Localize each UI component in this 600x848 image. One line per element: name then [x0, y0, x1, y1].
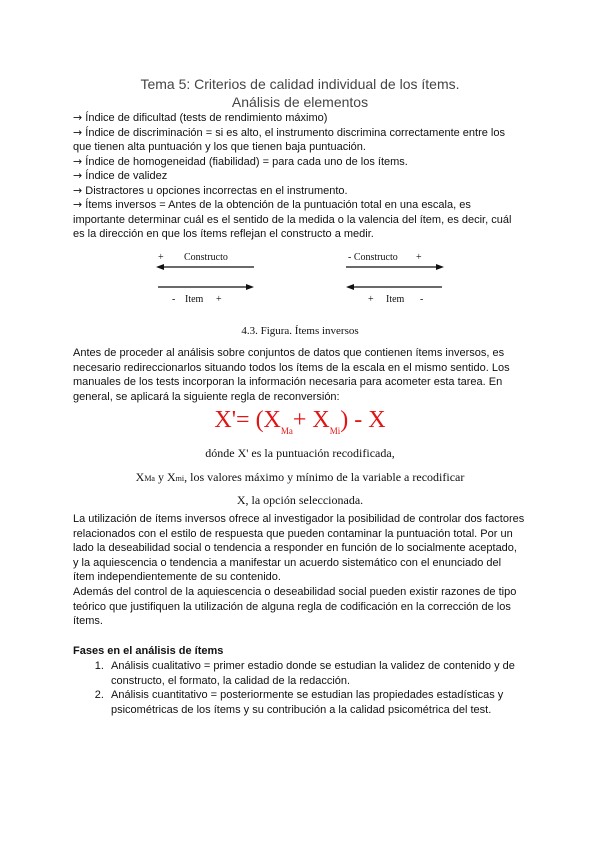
left-bottom-plus: + [216, 294, 222, 305]
page-subtitle: Análisis de elementos [231, 94, 369, 110]
arrow-icon: → [73, 155, 83, 168]
index-item-distractors: → Distractores u opciones incorrectas en el instrumento. [73, 184, 348, 197]
phases-heading: Fases en el análisis de ítems [73, 645, 224, 657]
index-item-validity: → Índice de validez [73, 169, 168, 182]
left-top-plus: + [158, 252, 164, 263]
paragraph-inverse-items-use: La utilización de ítems inversos ofrece al investigador la posibilidad de controlar dos factores relacionados con el estilo de respuesta que pueden contaminar la puntuación total. Por un lado la deseabilidad social o tendencia a responder en función de lo socialmente aceptado, y la aquiescencia o tendencia a manifestar un acuerdo sistemático con el enunciado del ítem independientemente de su contenido. [73, 513, 525, 584]
left-top-arrowhead [156, 264, 164, 270]
formula-legend-line2: XMa y Xmi, los valores máximo y mínimo de la variable a recodificar [135, 470, 465, 484]
phase-item-quantitative: 2. Análisis cuantitativo = posteriormente se estudian las propiedades estadísticas y psicométricas de los ítems y su contribución a la calidad psicométrica del test. [107, 688, 559, 717]
right-bottom-arrowhead [346, 284, 354, 290]
right-constructo-label: - Constructo [348, 252, 398, 263]
formula-legend-line3: X, la opción seleccionada. [236, 493, 364, 507]
left-constructo-label: Constructo [184, 252, 228, 263]
index-item-inverse-cont1: importante determinar cuál es el sentido de la medida o la valencia del ítem, es decir, cuál [73, 214, 512, 226]
index-item-inverse: → Ítems inversos = Antes de la obtención de la puntuación total en una escala, es [73, 198, 471, 211]
right-bottom-plus: + [368, 294, 374, 305]
left-item-label: Item [185, 294, 204, 305]
right-item-label: Item [386, 294, 405, 305]
recoding-formula: $X'= (X_{Ma}+ X_{Mi}) - X$ [214, 407, 386, 436]
arrow-icon: → [73, 126, 83, 139]
index-item-discrimination: → Índice de discriminación = si es alto, el instrumento discrimina correctamente entre los [73, 126, 505, 139]
arrow-icon: → [73, 184, 83, 197]
left-bottom-minus: - [172, 294, 176, 305]
page-title: Tema 5: Criterios de calidad individual de los ítems. [140, 76, 460, 92]
index-item-discrimination-cont: que tienen alta puntuación y los que tienen baja puntuación. [73, 141, 366, 153]
right-top-plus: + [416, 252, 422, 263]
left-bottom-arrowhead [246, 284, 254, 290]
index-item-homogeneity: → Índice de homogeneidad (fiabilidad) = para cada uno de los ítems. [73, 155, 408, 168]
paragraph-theoretical-reasons: Además del control de la aquiescencia o deseabilidad social pueden existir razones de tipo teórico que justifiquen la utilización de alguna regla de codificación en la corrección de los ítems. [73, 586, 517, 628]
arrow-icon: → [73, 198, 83, 211]
formula-legend-line1: dónde X' es la puntuación recodificada, [205, 446, 395, 460]
arrow-icon: → [73, 169, 83, 182]
paragraph-recoding-intro: Antes de proceder al análisis sobre conjuntos de datos que contienen ítems inversos, es necesario redireccionarlos situando todos los ítems de la escala en el mismo sentido. Los manuales de los tests incorporan la información necesaria para acometer esta tarea. En general, se aplicará la siguiente regla de reconversión: [73, 347, 510, 403]
right-top-arrowhead [436, 264, 444, 270]
index-item-difficulty: → Índice de dificultad (tests de rendimiento máximo) [73, 111, 328, 124]
phases-list [73, 659, 559, 717]
arrow-icon: → [73, 111, 83, 124]
figure-caption: 4.3. Figura. Ítems inversos [241, 325, 359, 337]
index-item-inverse-cont2: es la dirección en que los ítems reflejan el constructo a medir. [73, 228, 374, 240]
phase-item-qualitative: 1. Análisis cualitativo = primer estadio donde se estudian la validez de contenido y de constructo, el formato, la calidad de la redacción. [107, 659, 559, 688]
right-bottom-minus: - [420, 294, 424, 305]
inverse-items-figure [150, 248, 450, 308]
